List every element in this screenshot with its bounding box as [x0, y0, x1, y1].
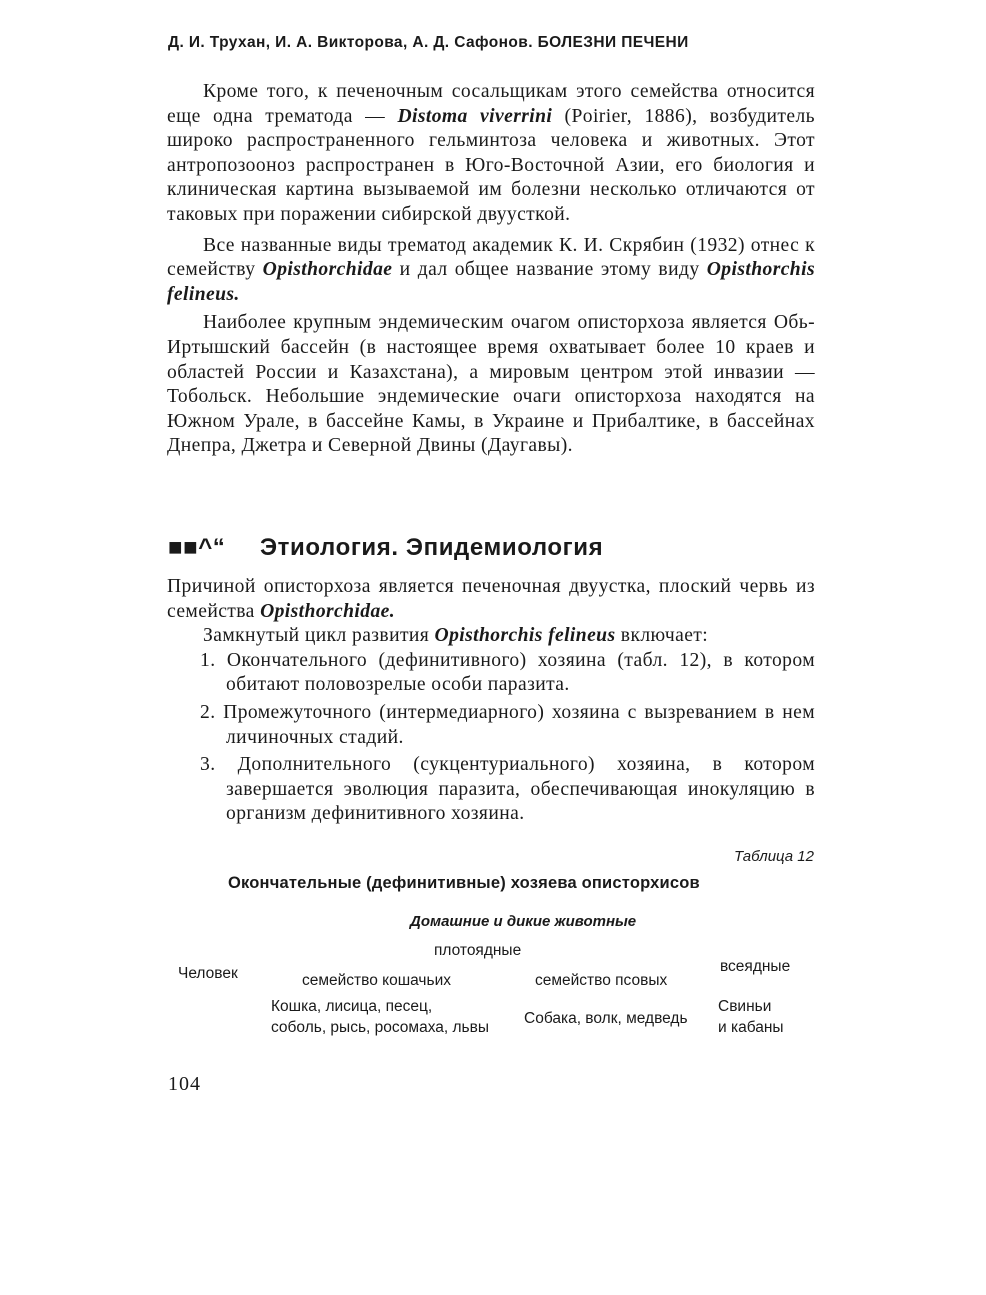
section-mark: ■■^“ — [168, 534, 226, 561]
list-item: 1. Окончательного (дефинитивного) хозяина (табл. 12), в котором обитают половозрелые особи паразита. — [200, 649, 815, 696]
paragraph-distoma — [167, 80, 815, 228]
table-caption: Таблица 12 — [733, 848, 814, 865]
paragraph-text: и дал общее название этому виду — [392, 259, 707, 281]
paragraph-text: Замкнутый цикл развития — [203, 625, 435, 647]
list-item: 3. Дополнительного (сукцентуриального) хозяина, в котором завершается эволюция паразита, обеспечивающая инокуляцию в организм дефинитивного хозяина. — [200, 754, 815, 825]
table-title: Окончательные (дефинитивные) хозяева описторхисов — [228, 874, 700, 892]
table-cell-omni-1: Свиньи — [718, 998, 772, 1015]
species-name: Distoma viverrini — [397, 105, 553, 127]
etiology-text — [167, 575, 815, 827]
table-group-header: Домашние и дикие животные — [410, 913, 637, 930]
table-cell-dogs: Собака, волк, медведь — [524, 1010, 688, 1027]
paragraph-text: (Poirier, 1886), возбудитель широко распространенного гельминтоза человека и животных. Этот антропозооноз распространен в Юго-Восточной Азии, его биология и клиническая картина вызываемой им болезни несколько отличаются от таковых при поражении сибирской двуусткой. — [167, 105, 816, 225]
paragraph-endemic: Наиболее крупным эндемическим очагом описторхоза является Обь-Иртышский бассейн (в настоящее время охватывает более 10 краев и областей России и Казахстана), а мировым центром этой инвазии — Тобольск. Небольшие эндемические очаги описторхоза находятся на Южном Урале, в бассейне Камы, в Украине и Прибалтике, в бассейнах Днепра, Джетра и Северной Двины (Даугавы). — [167, 312, 815, 457]
table-cell-cats-1: Кошка, лисица, песец, — [271, 998, 433, 1015]
table-omnivores-header: всеядные — [720, 958, 791, 975]
paragraph-text: Все названные виды трематод академик К. И. Скрябин (1932) отнес к семейству — [167, 234, 815, 281]
table-cell-omni-2: и кабаны — [718, 1019, 784, 1036]
paragraph-text: Кроме того, к печеночным сосальщикам этого семейства относится еще одна трематода — — [167, 81, 815, 127]
table-dogs-header: семейство псовых — [535, 972, 668, 989]
species-name: Opisthorchis felineus — [434, 625, 616, 647]
page-number: 104 — [168, 1073, 201, 1095]
running-header: Д. И. Трухан, И. А. Викторова, А. Д. Сафонов. БОЛЕЗНИ ПЕЧЕНИ — [168, 34, 689, 51]
family-name: Opisthorchidae. — [260, 600, 396, 622]
list-item: 2. Промежуточного (интермедиарного) хозяина с вызреванием в нем личиночных стадий. — [200, 701, 815, 748]
section-heading — [168, 534, 828, 562]
host-list — [167, 649, 815, 827]
table-cell-cats-2: соболь, рысь, росомаха, львы — [271, 1019, 489, 1036]
paragraph-cause — [167, 575, 815, 624]
paragraph-skryabin — [167, 234, 815, 308]
family-name: Opisthorchidae — [262, 259, 393, 281]
section-title: Этиология. Эпидемиология — [260, 534, 604, 561]
paragraph-cycle — [167, 624, 815, 649]
intro-text — [167, 80, 815, 459]
table-carnivores-header: плотоядные — [434, 942, 522, 959]
paragraph-text: Причиной описторхоза является печеночная двуустка, плоский червь из семейства — [167, 576, 815, 622]
species-name: Opisthorchis felineus. — [167, 259, 815, 305]
paragraph-text: включает: — [615, 625, 709, 647]
table-human-header: Человек — [178, 965, 238, 982]
table-cats-header: семейство кошачьих — [302, 972, 451, 989]
